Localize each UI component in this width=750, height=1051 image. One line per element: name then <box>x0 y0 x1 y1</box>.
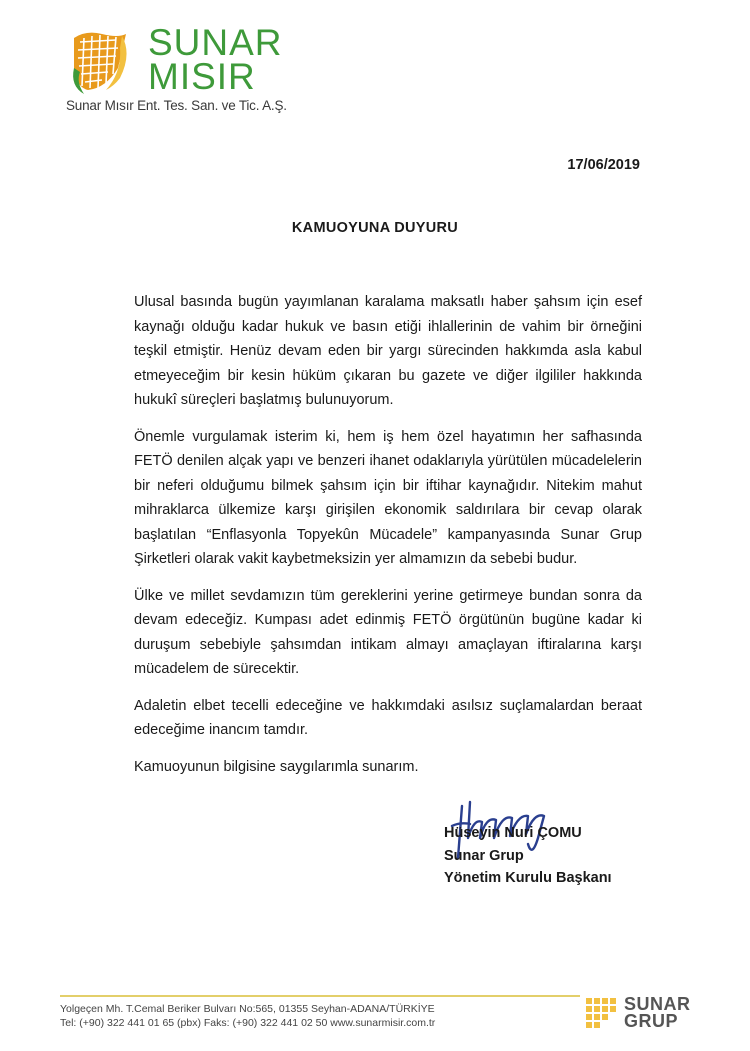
brand-line-2: MISIR <box>148 56 256 97</box>
grup-grid-icon <box>584 996 620 1034</box>
company-legal-name: Sunar Mısır Ent. Tes. San. ve Tic. A.Ş. <box>66 98 287 113</box>
paragraph: Ulusal basında bugün yayımlanan karalama maksatlı haber şahsım için esef kaynağı olduğu kadar hukuk ve basın etiği ihlallerinin de vahim bir örneğini teşkil etmiştir. Henüz devam eden bir yargı sürecinden hakkımda asla kabul etmeyeceğim bir kesin hüküm çıkaran bu gazete ve diğer ilgililer hakkında hukukî süreçleri başlatmış bulunuyorum. <box>134 294 642 408</box>
brand-line-1: SUNAR <box>148 22 283 63</box>
signer-title: Yönetim Kurulu Başkanı <box>444 870 612 886</box>
paragraph: Ülke ve millet sevdamızın tüm gereklerini yerine getirmeye bundan sonra da devam edeceğiz. Kumpası adet edinmiş FETÖ örgütünün bugüne kadar ki duruşum sebebiyle şahsımdan intikam almayı amaçlayan iftiralarına karşı mücadelem de sürecektir. <box>134 587 642 677</box>
footer-address: Yolgeçen Mh. T.Cemal Beriker Bulvarı No:565, 01355 Seyhan-ADANA/TÜRKİYE <box>60 1003 435 1015</box>
letter-date: 17/06/2019 <box>567 157 640 173</box>
footer-contact: Tel: (+90) 322 441 01 65 (pbx) Faks: (+90) 322 441 02 50 www.sunarmisir.com.tr <box>60 1017 436 1029</box>
letterhead <box>66 22 326 118</box>
grup-line-1: SUNAR <box>624 994 691 1014</box>
footer-address-block <box>60 1002 435 1030</box>
grup-wordmark <box>624 996 691 1030</box>
grup-line-2: GRUP <box>624 1011 679 1031</box>
paragraph: Önemle vurgulamak isterim ki, hem iş hem özel hayatımın her safhasında FETÖ denilen alçak yapı ve benzeri ihanet odaklarıyla yürütülen mücadelelerin bir neferi olduğumu bilmek şahsım için bir iftihar kaynağıdır. Nitekim mahut mihraklarca ülkemize karşı girişilen ekonomik saldırılara bir cevap olarak başlatılan “Enflasyonla Topyekûn Mücadele” kampanyasında Sunar Grup Şirketleri olarak vakit kaybetmeksizin yer almamızın da sebebi budur. <box>134 428 642 567</box>
signer-organization: Sunar Grup <box>444 847 524 864</box>
signer-name: Hüseyin Nuri ÇOMU <box>444 825 582 841</box>
document-title: KAMUOYUNA DUYURU <box>291 220 459 236</box>
brand-wordmark <box>148 22 283 97</box>
paragraph: Kamuoyunun bilgisine saygılarımla sunarım. <box>134 758 419 775</box>
signature-block <box>444 822 612 890</box>
footer-divider <box>60 995 580 997</box>
letter-body <box>134 290 642 791</box>
corn-logo-icon <box>66 28 136 96</box>
paragraph: Adaletin elbet tecelli edeceğine ve hakkımdaki asılsız suçlamalardan beraat edeceğime inancım tamdır. <box>134 697 642 738</box>
